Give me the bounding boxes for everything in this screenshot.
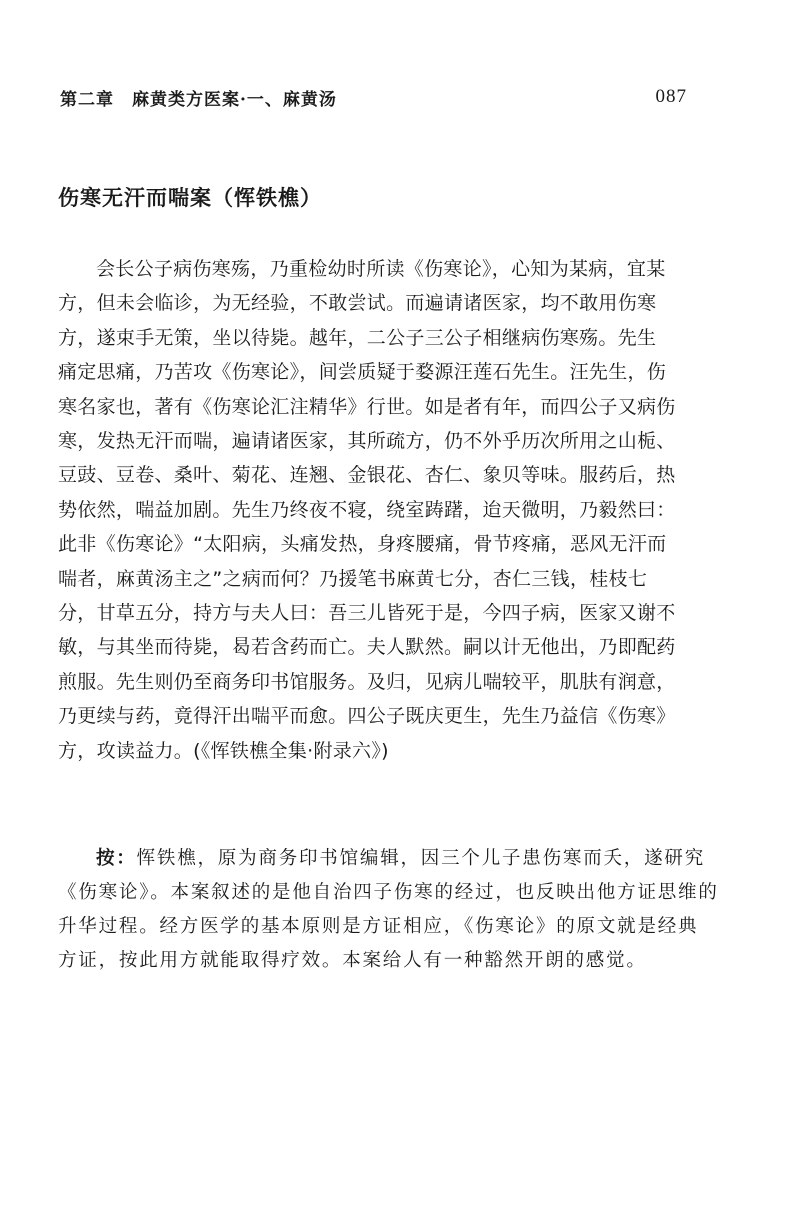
commentary-line: 方证，按此用方就能取得疗效。本案给人有一种豁然开朗的感觉。 [58, 950, 647, 971]
running-head: 第二章 麻黄类方医案·一、麻黄汤 [60, 89, 337, 110]
case-line: 会长公子病伤寒殇，乃重检幼时所读《伤寒论》，心知为某病，宜某 [96, 258, 666, 280]
commentary-first-line-text: 恽铁樵，原为商务印书馆编辑，因三个儿子患伤寒而夭，遂研究 [136, 848, 706, 869]
case-line: 敏，与其坐而待毙，曷若含药而亡。夫人默然。嗣以计无他出，乃即配药 [58, 636, 676, 659]
case-line: 分，甘草五分，持方与夫人曰：吾三儿皆死于是，今四子病，医家又谢不 [58, 602, 676, 625]
page-header [60, 80, 687, 114]
commentary-first-line [58, 842, 714, 876]
case-line: 方，遂束手无策，坐以待毙。越年，二公子三公子相继病伤寒殇。先生 [58, 326, 657, 349]
case-line: 势依然，喘益加剧。先生乃终夜不寝，绕室踌躇，迨天微明，乃毅然曰： [58, 498, 676, 521]
case-line: 此非《伤寒论》“太阳病，头痛发热，身疼腰痛，骨节疼痛，恶风无汗而 [58, 533, 667, 556]
page-number: 087 [655, 86, 687, 107]
commentary-line: 升华过程。经方医学的基本原则是方证相应，《伤寒论》的原文就是经典 [58, 916, 699, 937]
commentary-paragraph [58, 842, 719, 978]
case-line: 寒名家也，著有《伤寒论汇注精华》行世。如是者有年，而四公子又病伤 [58, 395, 676, 418]
case-line: 寒，发热无汗而喘，遍请诸医家，其所疏方，仍不外乎历次所用之山栀、 [58, 430, 676, 453]
case-line: 豆豉、豆卷、桑叶、菊花、连翘、金银花、杏仁、象贝等味。服药后，热 [58, 464, 676, 487]
case-line: 方，但未会临诊，为无经验，不敢尝试。而遍请诸医家，均不敢用伤寒 [58, 292, 657, 315]
case-line: 喘者，麻黄汤主之”之病而何？乃援笔书麻黄七分，杏仁三钱，桂枝七 [58, 567, 648, 590]
case-line: 乃更续与药，竟得汗出喘平而愈。四公子既庆更生，先生乃益信《伤寒》 [58, 705, 676, 728]
commentary-line: 《伤寒论》。本案叙述的是他自治四子伤寒的经过，也反映出他方证思维的 [58, 882, 719, 903]
case-line: 煎服。先生则仍至商务印书馆服务。及归，见病儿喘较平，肌肤有润意， [58, 670, 676, 693]
case-line: 方，攻读益力。(《恽铁樵全集·附录六》) [58, 739, 389, 762]
section-title: 伤寒无汗而喘案（恽铁樵） [58, 186, 322, 210]
case-paragraph [58, 252, 714, 768]
case-line: 痛定思痛，乃苦攻《伤寒论》，间尝质疑于婺源汪莲石先生。汪先生，伤 [58, 361, 667, 384]
commentary-label: 按： [96, 848, 137, 869]
